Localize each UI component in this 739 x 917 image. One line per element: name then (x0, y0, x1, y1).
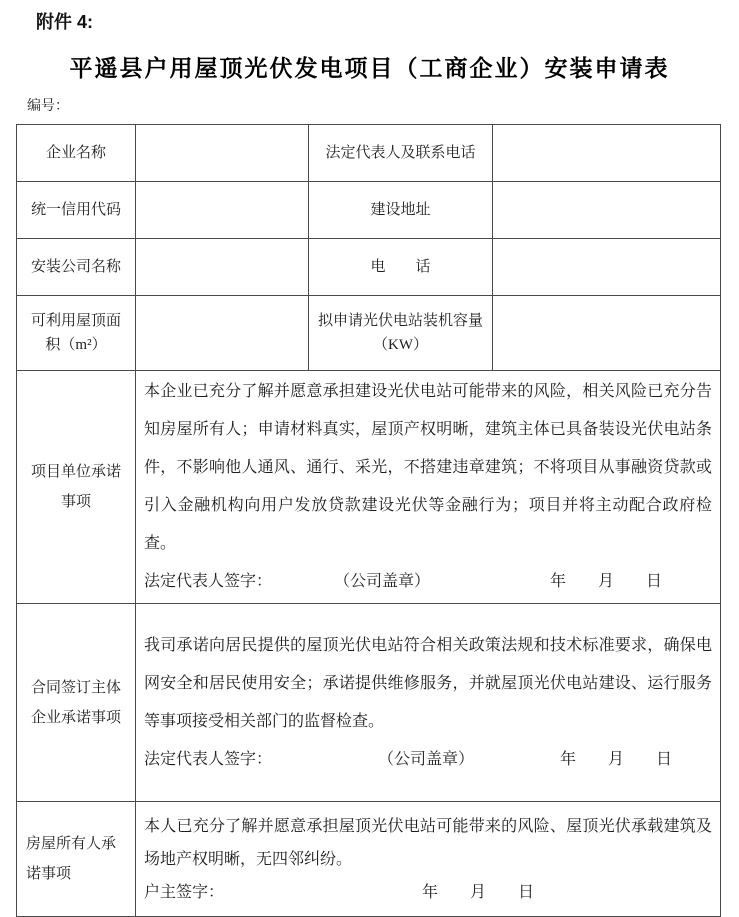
phone-value (493, 239, 721, 296)
capacity-value (493, 296, 721, 371)
signature-label: 法定代表人签字： (144, 573, 273, 590)
table-row (17, 125, 721, 182)
contract-entity-commitment-cell (136, 604, 721, 802)
date-label: 年 月 日 (550, 573, 663, 590)
date-label: 年 月 日 (422, 883, 535, 901)
company-seal-label: （公司盖章） (378, 750, 475, 768)
owner-signature-line (144, 876, 712, 909)
legal-rep-phone-label: 法定代表人及联系电话 (309, 125, 493, 182)
legal-rep-phone-value (493, 125, 721, 182)
application-form-table (16, 124, 721, 917)
company-name-label: 企业名称 (17, 125, 136, 182)
installer-name-value (136, 239, 309, 296)
roof-area-label: 可利用屋顶面积（m²） (17, 296, 136, 371)
company-seal-label: （公司盖章） (334, 573, 431, 590)
owner-commitment-cell (136, 802, 721, 917)
table-row (17, 239, 721, 296)
phone-label: 电 话 (309, 239, 493, 296)
credit-code-value (136, 182, 309, 239)
table-row (17, 802, 721, 917)
project-unit-commitment-label: 项目单位承诺事项 (17, 371, 136, 604)
owner-commitment-label: 房屋所有人承诺事项 (17, 802, 136, 917)
project-unit-commitment-cell (136, 371, 721, 604)
installer-name-label: 安装公司名称 (17, 239, 136, 296)
project-unit-commitment-text: 本企业已充分了解并愿意承担建设光伏电站可能带来的风险，相关风险已充分告知房屋所有人；申请材料真实，屋顶产权明晰，建筑主体已具备装设光伏电站条件，不影响他人通风、通行、采光，不搭建违章建筑；不将项目从事融资贷款或引入金融机构向用户发放贷款建设光伏等金融行为；项目并将主动配合政府检查。 (144, 383, 712, 552)
contract-entity-commitment-text: 我司承诺向居民提供的屋顶光伏电站符合相关政策法规和技术标准要求，确保电网安全和居民使用安全；承诺提供维修服务，并就屋顶光伏电站建设、运行服务等事项接受相关部门的监督检查。 (144, 636, 712, 730)
construction-address-value (493, 182, 721, 239)
table-row (17, 371, 721, 604)
attachment-label: 附件 4: (36, 12, 94, 32)
capacity-label: 拟申请光伏电站装机容量（KW） (309, 296, 493, 371)
form-number-label: 编号： (27, 99, 69, 114)
credit-code-label: 统一信用代码 (17, 182, 136, 239)
signature-label: 法定代表人签字： (144, 750, 273, 768)
table-row (17, 182, 721, 239)
company-name-value (136, 125, 309, 182)
date-label: 年 月 日 (560, 750, 673, 768)
table-row (17, 296, 721, 371)
page-title: 平遥县户用屋顶光伏发电项目（工商企业）安装申请表 (69, 56, 670, 81)
roof-area-value (136, 296, 309, 371)
owner-commitment-text: 本人已充分了解并愿意承担屋顶光伏电站可能带来的风险、屋顶光伏承载建筑及场地产权明晰，无四邻纠纷。 (144, 817, 712, 868)
construction-address-label: 建设地址 (309, 182, 493, 239)
table-row (17, 604, 721, 802)
signature-label: 户主签字： (144, 883, 225, 901)
contract-entity-commitment-label: 合同签订主体企业承诺事项 (17, 604, 136, 802)
legal-rep-signature-line (144, 741, 712, 779)
legal-rep-signature-line (144, 563, 712, 601)
